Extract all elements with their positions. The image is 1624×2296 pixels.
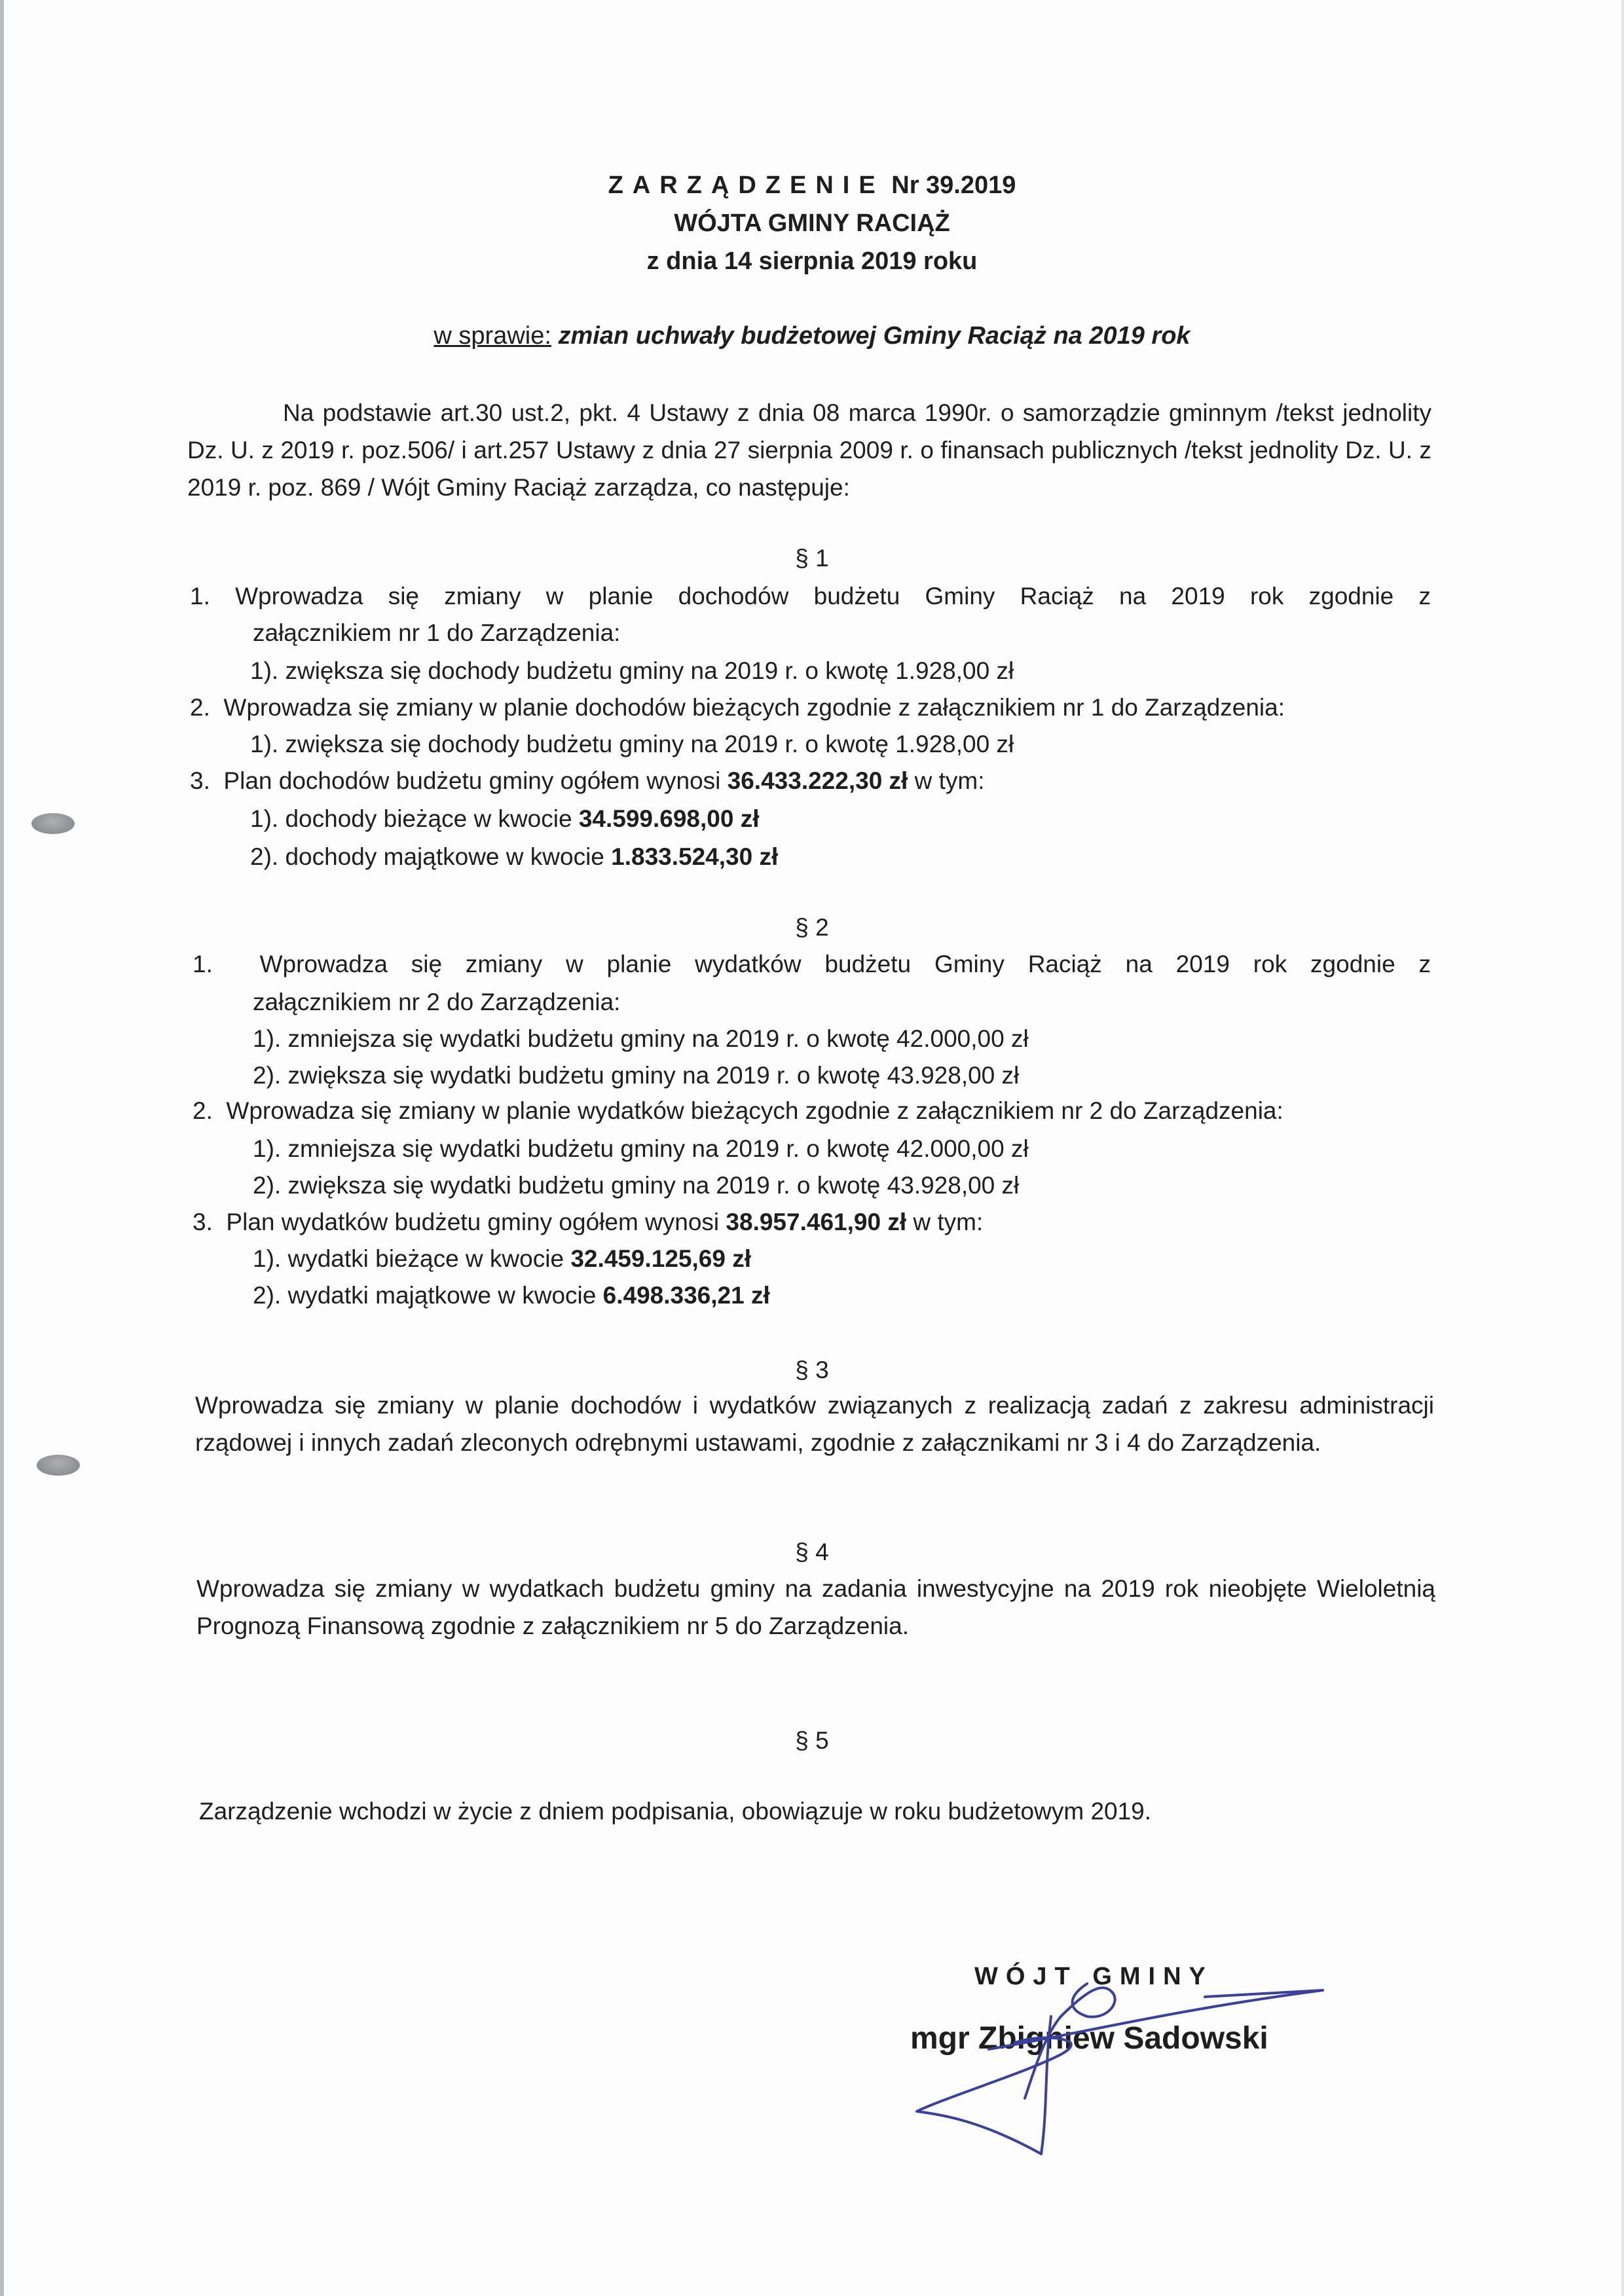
amount: 34.599.698,00 zł (578, 805, 760, 832)
list-item: 2). zwiększa się wydatki budżetu gminy na 2019 r. o kwotę 43.928,00 zł (253, 1062, 1020, 1089)
signature-title: WÓJT GMINY (974, 1963, 1213, 1990)
amount: 1.833.524,30 zł (611, 843, 779, 870)
list-item: 1). zmniejsza się wydatki budżetu gminy na 2019 r. o kwotę 42.000,00 zł (253, 1135, 1029, 1162)
amount: 36.433.222,30 zł (727, 767, 908, 794)
amount: 38.957.461,90 zł (726, 1209, 907, 1235)
list-item: 1). dochody bieżące w kwocie 34.599.698,00 zł (250, 805, 760, 832)
list-item: 1). zwiększa się dochody budżetu gminy na 2019 r. o kwotę 1.928,00 zł (250, 657, 1014, 684)
title-number: Nr 39.2019 (891, 172, 1016, 199)
section-heading-3: § 3 (795, 1357, 829, 1383)
subject-text: zmian uchwały budżetowej Gminy Raciąż na 2019 rok (558, 322, 1190, 350)
list-item: 2). zwiększa się wydatki budżetu gminy na 2019 r. o kwotę 43.928,00 zł (253, 1172, 1020, 1199)
section-heading-2: § 2 (795, 914, 829, 941)
punch-hole-top (31, 813, 75, 834)
amount: 6.498.336,21 zł (602, 1282, 770, 1309)
section-4-text: Wprowadza się zmiany w wydatkach budżetu gminy na zadania inwestycyjne na 2019 rok nieobjęte Wieloletnią Prognozą Finansową zgodnie z załącznikiem nr 5 do Zarządzenia. (196, 1575, 1435, 1639)
document-date: z dnia 14 sierpnia 2019 roku (646, 247, 978, 275)
list-item: 2). wydatki majątkowe w kwocie 6.498.336,21 zł (253, 1282, 770, 1309)
list-item: 1). wydatki bieżące w kwocie 32.459.125,69 zł (253, 1245, 751, 1272)
list-item-continuation: załącznikiem nr 1 do Zarządzenia: (253, 619, 621, 646)
section-heading-5: § 5 (795, 1727, 829, 1754)
title-word: ZARZĄDZENIE (608, 172, 885, 199)
list-item: 3. Plan wydatków budżetu gminy ogółem wynosi 38.957.461,90 zł w tym: (193, 1209, 984, 1235)
subject-line (0, 322, 1624, 350)
amount: 32.459.125,69 zł (570, 1245, 751, 1272)
signatory-name: mgr Zbigniew Sadowski (910, 2021, 1268, 2056)
subject-label: w sprawie: (434, 322, 551, 350)
list-item: 2. Wprowadza się zmiany w planie dochodów bieżących zgodnie z załącznikiem nr 1 do Zarządzenia: (190, 694, 1285, 721)
section-heading-1: § 1 (795, 545, 829, 572)
issuer: WÓJTA GMINY RACIĄŻ (674, 210, 950, 237)
preamble: Na podstawie art.30 ust.2, pkt. 4 Ustawy z dnia 08 marca 1990r. o samorządzie gminnym /tekst jednolity Dz. U. z 2019 r. poz.506/ i art.257 Ustawy z dnia 27 sierpnia 2009 r. o finansach publicznych /tekst jednolity Dz. U. z 2019 r. poz. 869 / Wójt Gminy Raciąż zarządza, co następuje: (187, 399, 1431, 501)
handwritten-signature-icon (897, 1938, 1329, 2160)
list-item: 2. Wprowadza się zmiany w planie wydatków bieżących zgodnie z załącznikiem nr 2 do Zarządzenia: (193, 1097, 1283, 1124)
list-item-continuation: załącznikiem nr 2 do Zarządzenia: (253, 989, 621, 1015)
list-item: 1. Wprowadza się zmiany w planie dochodów budżetu Gminy Raciąż na 2019 rok zgodnie z (190, 583, 1431, 610)
list-item: 1). zwiększa się dochody budżetu gminy na 2019 r. o kwotę 1.928,00 zł (250, 731, 1014, 757)
section-heading-4: § 4 (795, 1539, 829, 1565)
punch-hole-bottom (37, 1455, 80, 1476)
list-item: 1). zmniejsza się wydatki budżetu gminy na 2019 r. o kwotę 42.000,00 zł (253, 1025, 1029, 1052)
list-item: 3. Plan dochodów budżetu gminy ogółem wynosi 36.433.222,30 zł w tym: (190, 767, 985, 794)
document-title (0, 172, 1624, 200)
section-3-text: Wprowadza się zmiany w planie dochodów i wydatków związanych z realizacją zadań z zakresu administracji rządowej i innych zadań zleconych odrębnymi ustawami, zgodnie z załącznikami nr 3 i 4 do Zarządzenia. (195, 1392, 1434, 1456)
section-5-text: Zarządzenie wchodzi w życie z dniem podpisania, obowiązuje w roku budżetowym 2019. (199, 1798, 1152, 1825)
list-item: 2). dochody majątkowe w kwocie 1.833.524,30 zł (250, 843, 779, 870)
list-item: 1. Wprowadza się zmiany w planie wydatków budżetu Gminy Raciąż na 2019 rok zgodnie z (193, 951, 1431, 977)
